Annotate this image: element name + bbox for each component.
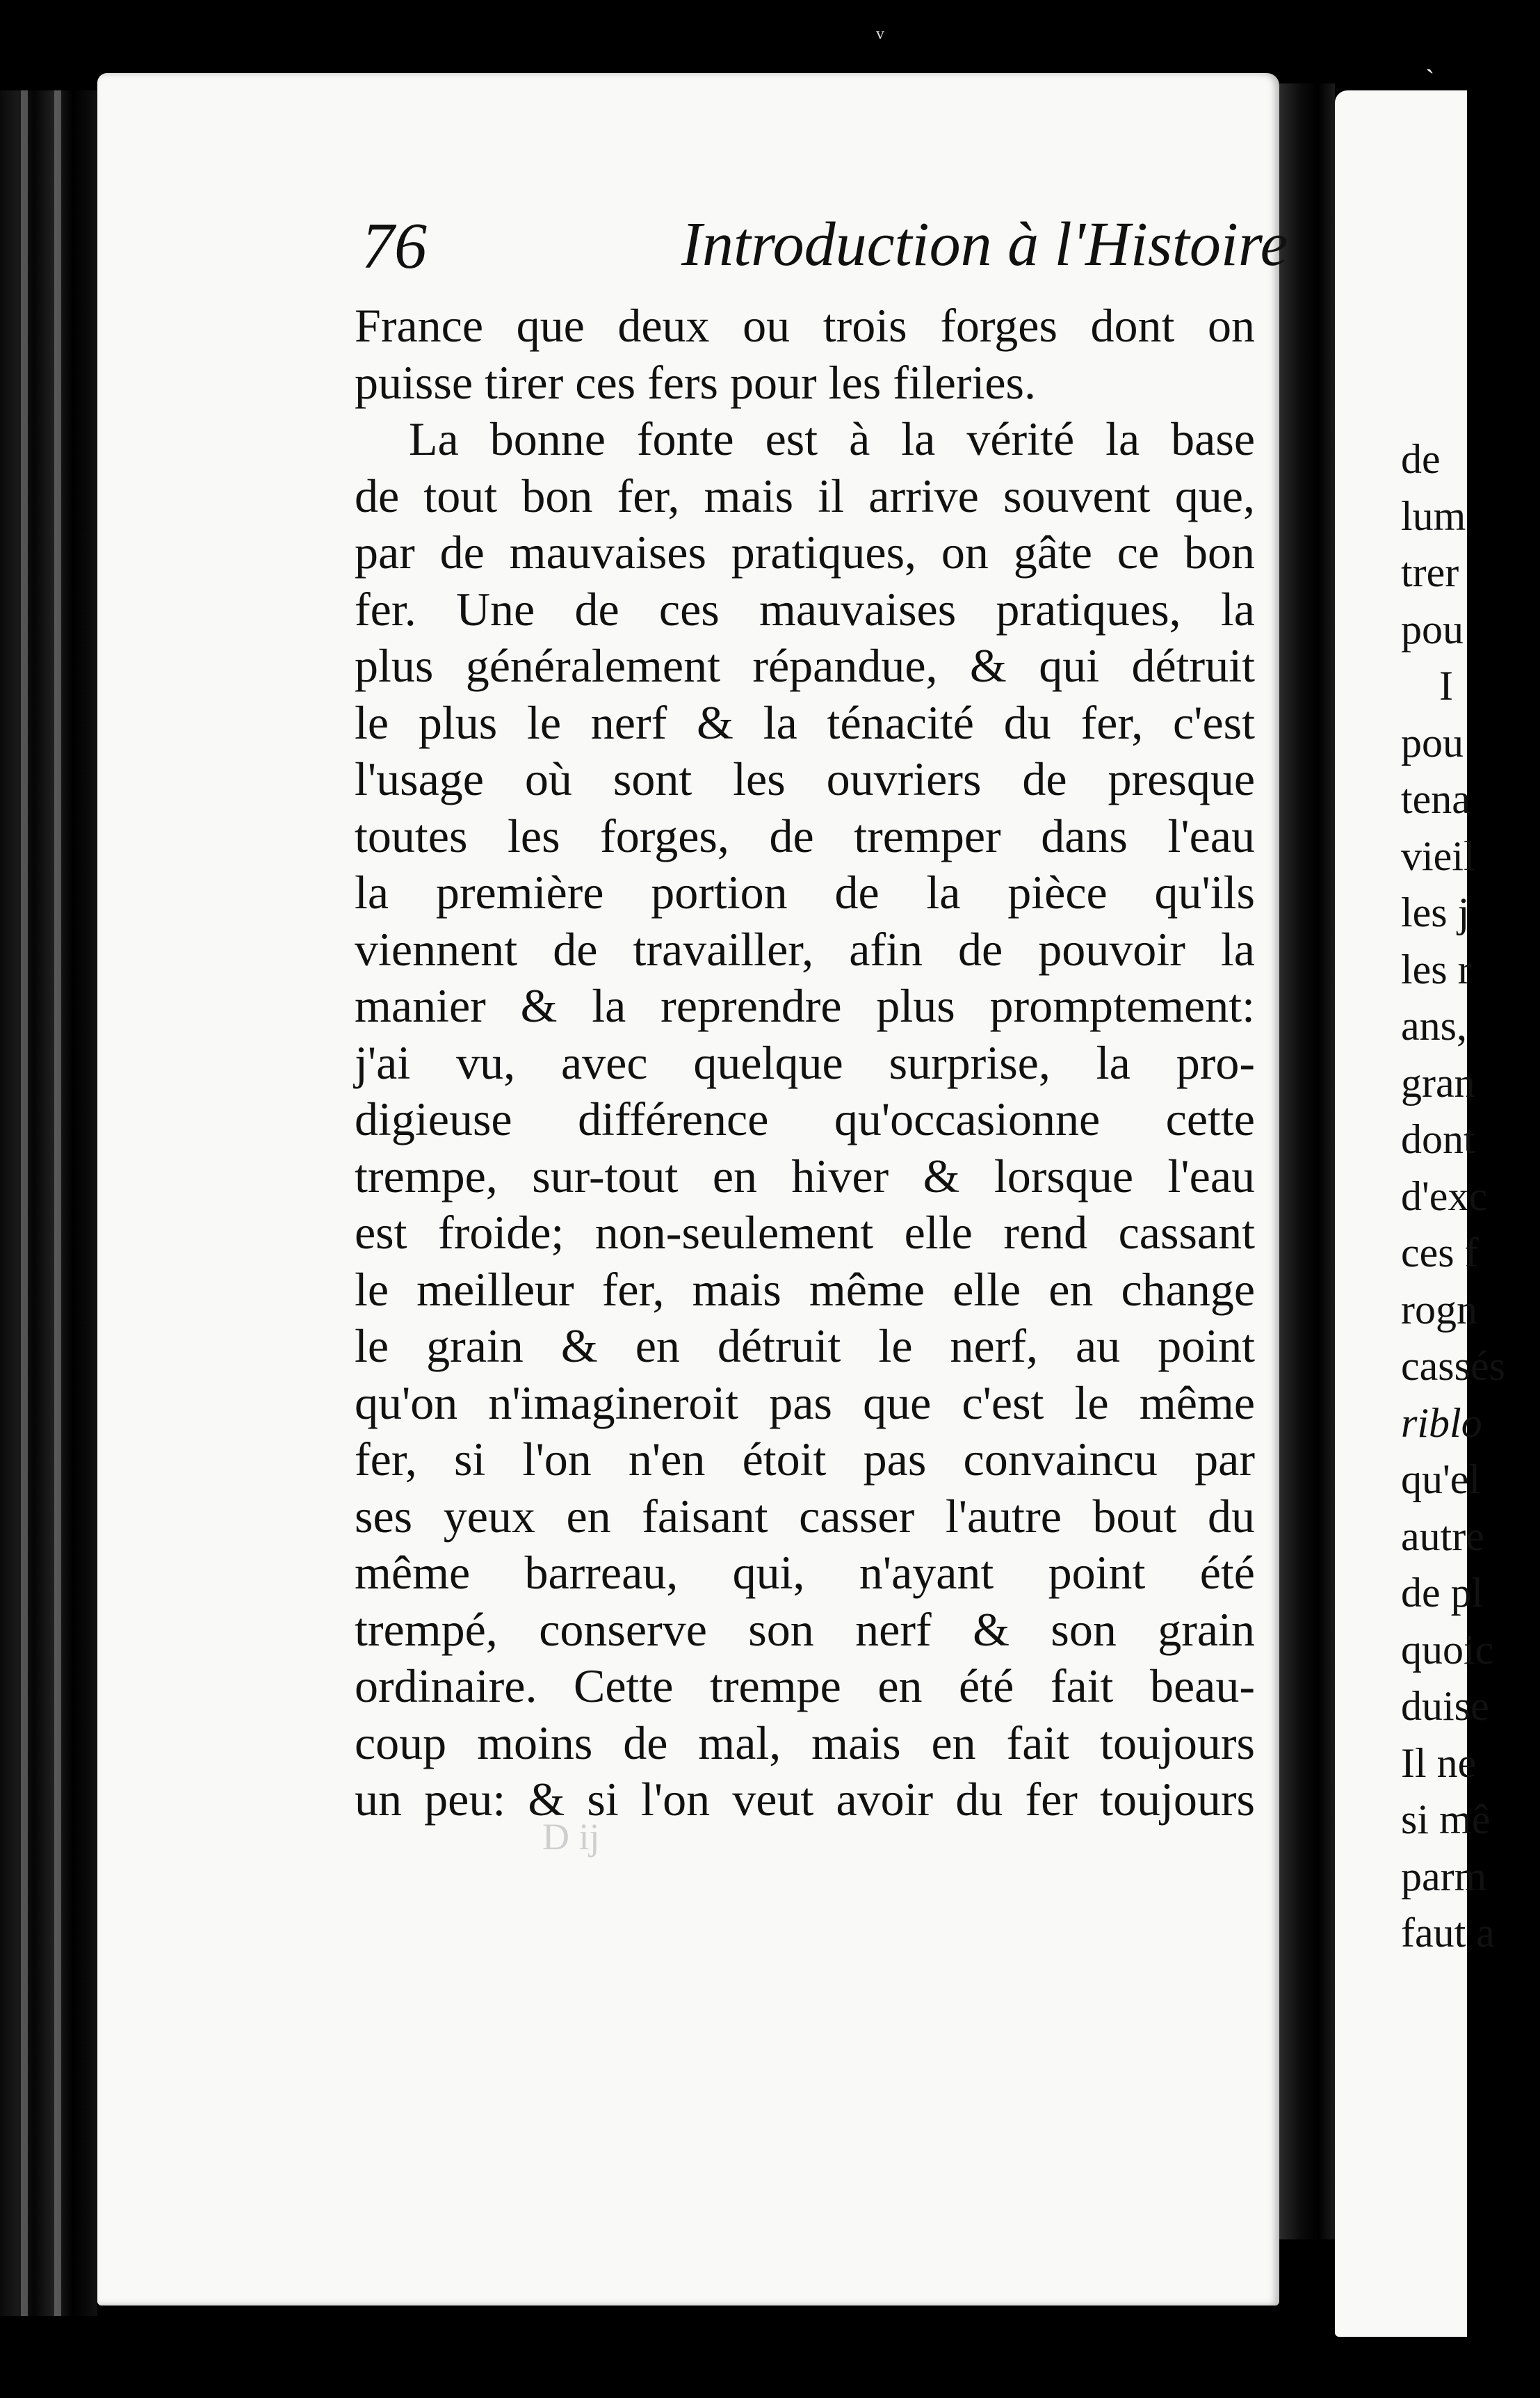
- right-page-text-line: lum: [1401, 492, 1466, 539]
- right-page-text-line: quoic: [1401, 1626, 1494, 1673]
- text-line: le grain & en détruit le nerf, au point: [355, 1319, 1255, 1372]
- text-line: France que deux ou trois forges dont on: [355, 299, 1255, 352]
- right-page-text-line: de pl: [1401, 1570, 1484, 1616]
- text-line: fer. Une de ces mauvaises pratiques, la: [355, 582, 1255, 636]
- right-page-text-line: I: [1439, 663, 1453, 709]
- right-page-text-line: riblo: [1401, 1399, 1482, 1446]
- page-edge-strip: [21, 90, 28, 2316]
- right-page-text-line: autre: [1401, 1513, 1484, 1559]
- text-line: j'ai vu, avec quelque surprise, la pro-: [355, 1036, 1255, 1089]
- page-number: 76: [362, 210, 427, 282]
- text-line: ses yeux en faisant casser l'autre bout du: [355, 1489, 1255, 1543]
- right-page-text-line: qu'el: [1401, 1456, 1481, 1502]
- right-page-text-line: gran: [1401, 1059, 1475, 1106]
- right-page-text-line: parm: [1401, 1853, 1487, 1899]
- right-page-text-line: les r: [1401, 946, 1472, 992]
- right-page-text-line: duise: [1401, 1683, 1489, 1729]
- text-line: La bonne fonte est à la vérité la base: [409, 412, 1255, 465]
- text-line: viennent de travailler, afin de pouvoir la: [355, 922, 1255, 976]
- scan-speck: ᵛ: [876, 22, 884, 53]
- right-page-text-line: vieil: [1401, 832, 1475, 879]
- text-line: de tout bon fer, mais il arrive souvent que,: [355, 469, 1255, 522]
- text-line: la première portion de la pièce qu'ils: [355, 866, 1255, 919]
- text-line: l'usage où sont les ouvriers de presque: [355, 753, 1255, 805]
- right-page-text-line: pou: [1401, 606, 1464, 652]
- signature-mark: D ij: [542, 1816, 600, 1858]
- right-page-text-line: pou: [1401, 719, 1464, 766]
- right-page-text-line: trer: [1401, 549, 1459, 595]
- text-line: fer, si l'on n'en étoit pas convaincu par: [355, 1433, 1255, 1486]
- text-line: trempe, sur-tout en hiver & lorsque l'eau: [355, 1149, 1255, 1202]
- text-line: trempé, conserve son nerf & son grain: [355, 1602, 1255, 1656]
- right-page-text: [1401, 431, 1540, 1962]
- text-line: toutes les forges, de tremper dans l'eau: [355, 809, 1255, 862]
- right-page-text-line: les j: [1401, 890, 1470, 935]
- right-page-partial: [1335, 90, 1505, 2337]
- right-page-text-line: si mê: [1401, 1796, 1491, 1842]
- text-line: même barreau, qui, n'ayant point été: [355, 1546, 1255, 1599]
- text-line: le meilleur fer, mais même elle en change: [355, 1262, 1255, 1316]
- page-edge-strip: [54, 90, 61, 2316]
- right-page-text-line: cassés: [1401, 1343, 1505, 1389]
- right-page-text-line: faut a: [1401, 1910, 1495, 1956]
- text-line: plus généralement répandue, & qui détruit: [355, 639, 1255, 692]
- right-page-text-line: ans,: [1401, 1003, 1467, 1049]
- right-page-text-line: ces f: [1401, 1230, 1479, 1276]
- text-line: est froide; non-seulement elle rend cassant: [355, 1206, 1255, 1259]
- right-page-text-line: de: [1401, 436, 1441, 482]
- right-page-text-line: d'exc: [1401, 1173, 1488, 1219]
- body-text: [355, 298, 1255, 1828]
- text-line: par de mauvaises pratiques, on gâte ce bon: [355, 526, 1255, 579]
- book-edge-left: [0, 90, 97, 2316]
- text-line: coup moins de mal, mais en fait toujours: [355, 1716, 1255, 1769]
- text-line: manier & la reprendre plus promptement:: [355, 979, 1255, 1032]
- text-line: ordinaire. Cette trempe en été fait beau-: [355, 1659, 1255, 1712]
- text-line: digieuse différence qu'occasionne cette: [355, 1093, 1255, 1145]
- right-page-text-line: dont: [1401, 1116, 1475, 1162]
- text-line: qu'on n'imagineroit pas que c'est le même: [355, 1376, 1255, 1429]
- text-line: le plus le nerf & la ténacité du fer, c'est: [355, 695, 1255, 749]
- running-title: Introduction à l'Histoire: [681, 210, 1288, 279]
- page-header: [257, 209, 1288, 306]
- book-gutter: [1279, 83, 1335, 2239]
- right-page-text-line: rogn: [1401, 1286, 1477, 1333]
- text-line: puisse tirer ces fers pour les fileries.: [355, 355, 1036, 409]
- scan-speck: ˎ: [1425, 42, 1435, 74]
- right-page-text-line: Il ne: [1401, 1739, 1477, 1786]
- right-page-text-line: tena: [1401, 776, 1470, 822]
- text-line: un peu: & si l'on veut avoir du fer toujours: [355, 1773, 1255, 1826]
